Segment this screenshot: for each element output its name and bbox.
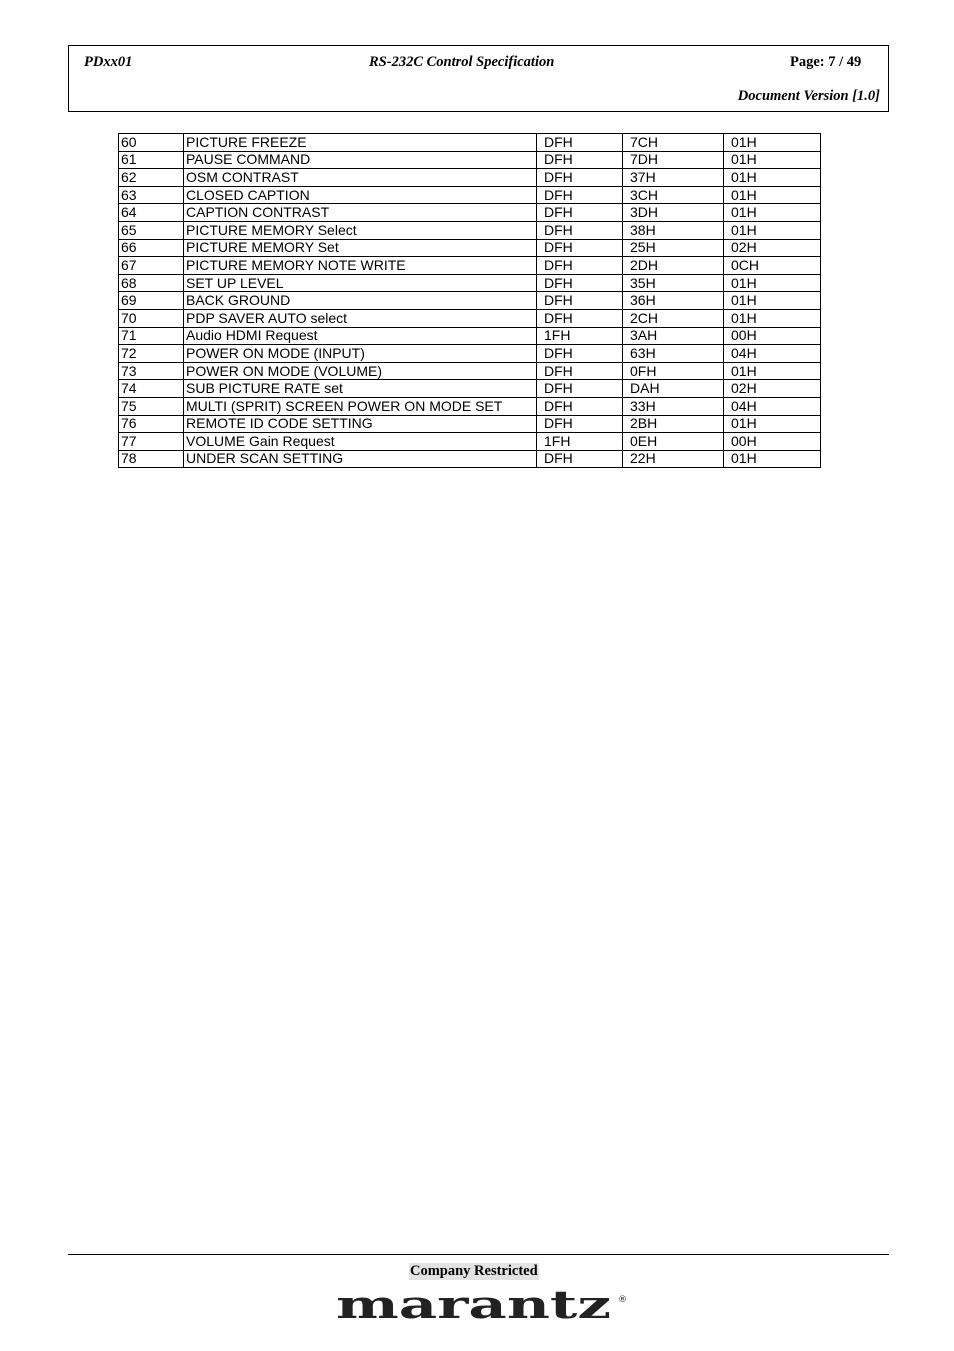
command-name: PICTURE MEMORY Select [184,221,537,239]
command-table [118,133,821,468]
code-3: 01H [724,415,821,433]
table-row [119,151,821,169]
code-1: DFH [537,151,623,169]
code-3: 01H [724,221,821,239]
row-number: 75 [119,397,184,415]
code-3: 02H [724,380,821,398]
code-2: 25H [623,239,724,257]
code-2: 2DH [623,257,724,275]
command-name: VOLUME Gain Request [184,433,537,451]
code-3: 04H [724,397,821,415]
row-number: 69 [119,292,184,310]
code-2: DAH [623,380,724,398]
row-number: 60 [119,134,184,152]
code-1: DFH [537,292,623,310]
code-1: DFH [537,257,623,275]
code-2: 35H [623,274,724,292]
code-1: DFH [537,274,623,292]
command-name: CAPTION CONTRAST [184,204,537,222]
code-3: 01H [724,274,821,292]
table-row [119,327,821,345]
command-name: PICTURE MEMORY Set [184,239,537,257]
table-row [119,345,821,363]
command-name: POWER ON MODE (VOLUME) [184,362,537,380]
code-2: 37H [623,169,724,187]
table-row [119,204,821,222]
page-header [68,45,889,112]
table-row [119,380,821,398]
document-title: RS-232C Control Specification [369,54,555,70]
table-row [119,186,821,204]
code-3: 00H [724,433,821,451]
command-name: BACK GROUND [184,292,537,310]
row-number: 63 [119,186,184,204]
row-number: 77 [119,433,184,451]
table-row [119,450,821,468]
command-name: PICTURE FREEZE [184,134,537,152]
row-number: 76 [119,415,184,433]
row-number: 72 [119,345,184,363]
document-version: Document Version [1.0] [737,88,880,104]
code-1: DFH [537,380,623,398]
command-name: Audio HDMI Request [184,327,537,345]
code-1: DFH [537,450,623,468]
code-3: 01H [724,292,821,310]
table-row [119,309,821,327]
code-3: 04H [724,345,821,363]
marantz-logo [336,1282,627,1327]
code-3: 0CH [724,257,821,275]
table-row [119,257,821,275]
row-number: 65 [119,221,184,239]
code-1: 1FH [537,433,623,451]
logo-text: marantz [336,1282,611,1327]
command-name: SUB PICTURE RATE set [184,380,537,398]
code-3: 00H [724,327,821,345]
code-3: 01H [724,186,821,204]
code-2: 3DH [623,204,724,222]
table-row [119,134,821,152]
row-number: 74 [119,380,184,398]
code-2: 0EH [623,433,724,451]
footer-divider [68,1254,889,1255]
table-row [119,292,821,310]
table-row [119,397,821,415]
code-2: 0FH [623,362,724,380]
page-number: Page: 7 / 49 [790,54,862,70]
code-2: 2CH [623,309,724,327]
code-3: 01H [724,204,821,222]
code-1: DFH [537,239,623,257]
code-1: DFH [537,221,623,239]
table-row [119,274,821,292]
command-name: PDP SAVER AUTO select [184,309,537,327]
command-name: REMOTE ID CODE SETTING [184,415,537,433]
model-name: PDxx01 [84,54,133,70]
code-3: 01H [724,169,821,187]
command-name: MULTI (SPRIT) SCREEN POWER ON MODE SET [184,397,537,415]
company-restricted-label: Company Restricted [410,1263,538,1279]
code-2: 3CH [623,186,724,204]
command-name: PAUSE COMMAND [184,151,537,169]
row-number: 66 [119,239,184,257]
code-1: 1FH [537,327,623,345]
code-2: 36H [623,292,724,310]
code-1: DFH [537,186,623,204]
code-1: DFH [537,204,623,222]
table-row [119,433,821,451]
row-number: 78 [119,450,184,468]
code-2: 7DH [623,151,724,169]
command-name: PICTURE MEMORY NOTE WRITE [184,257,537,275]
code-2: 3AH [623,327,724,345]
row-number: 62 [119,169,184,187]
command-name: UNDER SCAN SETTING [184,450,537,468]
code-3: 02H [724,239,821,257]
row-number: 71 [119,327,184,345]
code-3: 01H [724,151,821,169]
command-name: CLOSED CAPTION [184,186,537,204]
table-row [119,415,821,433]
code-1: DFH [537,397,623,415]
code-2: 22H [623,450,724,468]
code-2: 38H [623,221,724,239]
code-3: 01H [724,134,821,152]
command-name: OSM CONTRAST [184,169,537,187]
code-3: 01H [724,309,821,327]
row-number: 68 [119,274,184,292]
code-2: 63H [623,345,724,363]
command-name: POWER ON MODE (INPUT) [184,345,537,363]
command-name: SET UP LEVEL [184,274,537,292]
row-number: 64 [119,204,184,222]
code-3: 01H [724,450,821,468]
code-1: DFH [537,362,623,380]
row-number: 61 [119,151,184,169]
row-number: 70 [119,309,184,327]
registered-mark: ® [618,1295,627,1305]
code-1: DFH [537,134,623,152]
code-2: 7CH [623,134,724,152]
code-3: 01H [724,362,821,380]
code-2: 2BH [623,415,724,433]
code-2: 33H [623,397,724,415]
code-1: DFH [537,415,623,433]
code-1: DFH [537,345,623,363]
code-1: DFH [537,169,623,187]
table-row [119,221,821,239]
row-number: 67 [119,257,184,275]
code-1: DFH [537,309,623,327]
table-row [119,239,821,257]
row-number: 73 [119,362,184,380]
table-row [119,169,821,187]
table-row [119,362,821,380]
